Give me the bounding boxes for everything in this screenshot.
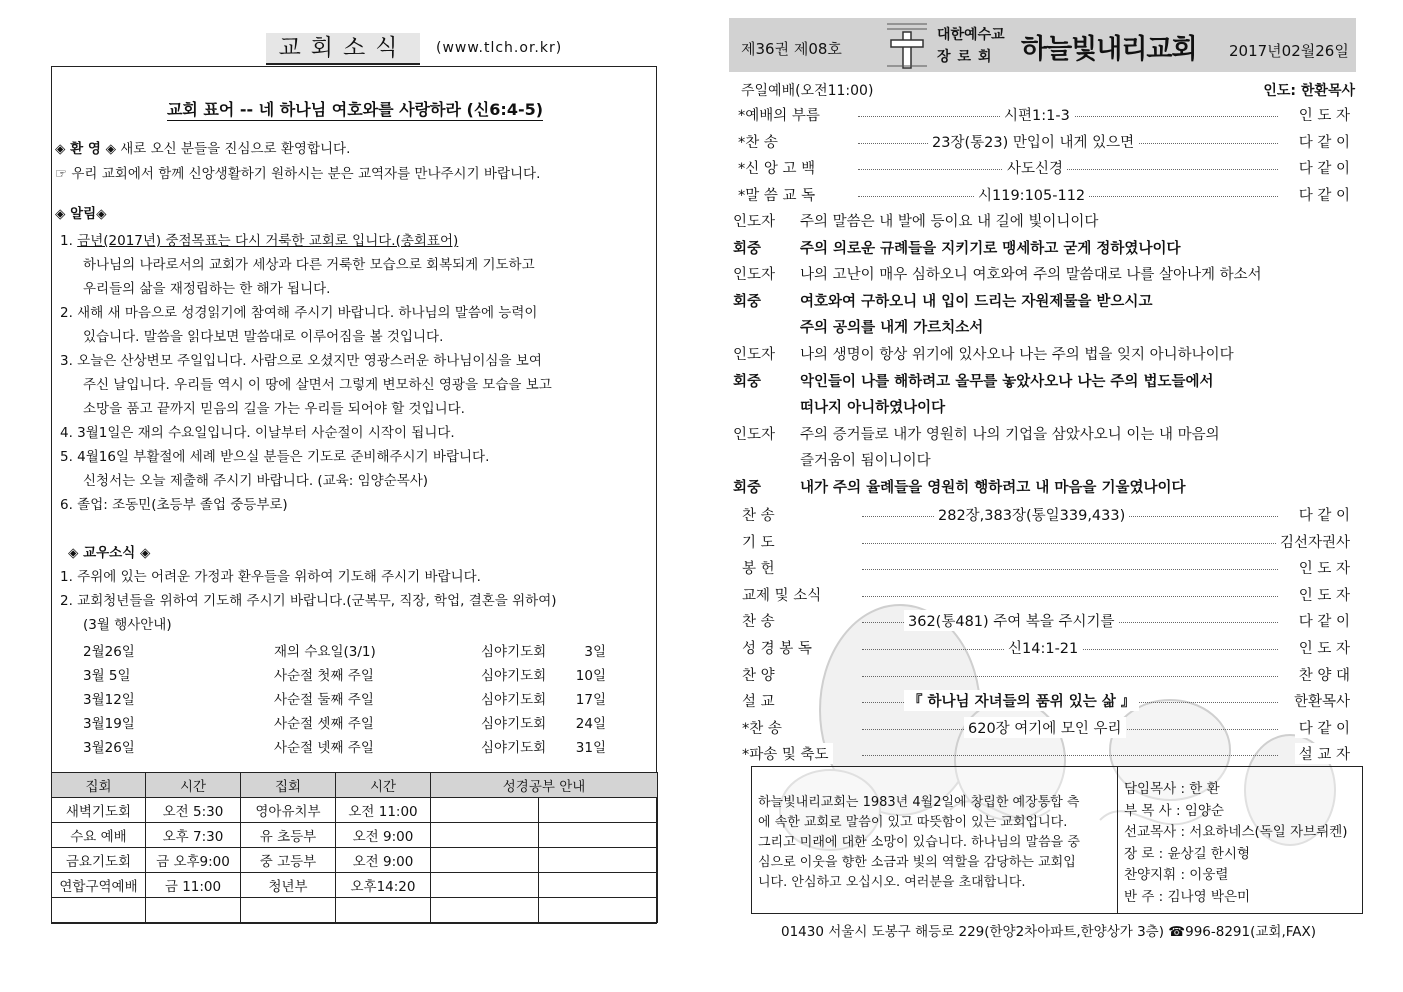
schedule-day: 3일	[584, 644, 606, 660]
table-row	[52, 798, 658, 823]
order-label: *신 앙 고 백	[738, 157, 819, 178]
church-name: 하늘빛내리교회	[1021, 34, 1197, 65]
notice-text: 오늘은 산상변모 주일입니다. 사람으로 오셨지만 영광스러운 하나님이심을 보여	[77, 353, 542, 369]
order-person: 인 도 자	[1295, 104, 1350, 125]
bible-study-cell	[539, 848, 658, 873]
dotted-leader	[862, 543, 1278, 544]
schedule-row	[52, 640, 658, 662]
order-label: 찬 송	[742, 504, 779, 525]
bible-study-cell	[431, 798, 539, 823]
intro-line: 니다. 안심하고 오십시오. 여러분을 초대합니다.	[758, 875, 1026, 890]
dotted-leader	[858, 169, 1278, 170]
notice-item	[83, 328, 443, 346]
table-cell: 오후14:20	[336, 873, 431, 898]
notice-item	[60, 424, 455, 442]
order-content: 시편1:1-3	[1000, 104, 1074, 125]
schedule-event: 사순절 셋째 주일	[274, 716, 374, 732]
staff-entry: 선교목사 : 서요하네스(독일 자브뤼켄)	[1124, 824, 1348, 840]
denomination-line-1: 대한예수교	[937, 27, 1005, 43]
leader-label: 인도자	[733, 267, 776, 284]
notice-text: 졸업: 조동민(초등부 졸업 중등부로)	[77, 497, 288, 513]
order-person: 인 도 자	[1295, 584, 1350, 605]
order-content: 282장,383장(통일339,433)	[934, 504, 1129, 525]
table-cell: 오전 9:00	[336, 823, 431, 848]
notice-number: 4.	[60, 425, 78, 441]
worship-order-item	[742, 664, 1350, 684]
welcome-text: 새로 오신 분들을 진심으로 환영합니다.	[115, 141, 351, 157]
table-header-cell: 성경공부 안내	[431, 773, 658, 798]
table-cell: 오전 5:30	[146, 798, 241, 823]
order-person: 다 같 이	[1295, 184, 1350, 205]
notice-number: 5.	[60, 449, 78, 465]
worship-order-item	[738, 131, 1350, 151]
notice-text: 소망을 품고 끝까지 믿음의 길을 가는 우리들 되어야 할 것입니다.	[83, 401, 465, 417]
schedule-day: 24일	[575, 716, 606, 732]
schedule-event: 재의 수요일(3/1)	[274, 644, 376, 660]
notice-text: 4월16일 부활절에 세례 받으실 분들은 기도로 준비해주시기 바랍니다.	[77, 449, 490, 465]
notice-item	[60, 496, 288, 514]
staff-entry: 찬양지휘 : 이웅렬	[1124, 867, 1229, 883]
schedule-duty: 심야기도회	[481, 692, 547, 708]
worship-order-item	[742, 637, 1350, 657]
order-content: 23장(통23) 만입이 내게 있으면	[928, 131, 1138, 152]
order-content: 시119:105-112	[974, 184, 1089, 205]
notice-item	[83, 400, 465, 418]
intro-line: 에 속한 교회로 말씀이 있고 따뜻함이 있는 교회입니다.	[758, 815, 1068, 830]
order-label: *예배의 부름	[738, 104, 824, 125]
notice-text: 새해 새 마음으로 성경읽기에 참여해 주시기 바랍니다. 하나님의 말씀에 능력이	[77, 305, 538, 321]
order-label: 봉 헌	[742, 557, 779, 578]
responsive-text: 주의 의로운 규례들을 지키기로 맹세하고 굳게 정하였나이다	[800, 240, 1181, 257]
bible-study-cell	[431, 898, 539, 923]
notice-text: 있습니다. 말씀을 읽다보면 말씀대로 이루어짐을 볼 것입니다.	[83, 329, 444, 345]
table-cell	[336, 898, 431, 923]
notice-item	[83, 280, 330, 298]
bible-study-cell	[431, 823, 539, 848]
order-person: 찬 양 대	[1295, 664, 1350, 685]
worship-order-item	[742, 610, 1350, 630]
notice-item	[83, 256, 535, 274]
schedule-row	[52, 688, 658, 710]
church-motto: 교회 표어 -- 네 하나님 여호와를 사랑하라 (신6:4-5)	[166, 100, 544, 119]
order-label: 기 도	[742, 531, 779, 552]
church-url[interactable]: (www.tlch.or.kr)	[436, 40, 563, 56]
table-cell: 연합구역예배	[52, 873, 146, 898]
intro-line: 심으로 이웃을 향한 소금과 빛의 역할을 감당하는 교회입	[758, 855, 1076, 870]
order-label: 설 교	[742, 690, 779, 711]
notice-item	[60, 448, 489, 466]
leader-label: 인도자	[733, 426, 776, 443]
table-cell: 오전 9:00	[336, 848, 431, 873]
order-content: 사도신경	[1003, 157, 1067, 178]
responsive-text: 여호와여 구하오니 내 입이 드리는 자원제물을 받으시고	[800, 293, 1153, 310]
dotted-leader	[862, 676, 1278, 677]
table-row	[52, 823, 658, 848]
schedule-duty: 심야기도회	[481, 668, 547, 684]
notice-item	[60, 304, 537, 322]
notice-item	[60, 232, 458, 250]
table-cell: 금 오후9:00	[146, 848, 241, 873]
order-label: *찬 송	[738, 131, 782, 152]
responsive-text: 주의 증거들로 내가 영원히 나의 기업을 삼았사오니 이는 내 마음의	[800, 426, 1220, 443]
table-header-cell: 집회	[52, 773, 146, 798]
bible-study-cell	[539, 873, 658, 898]
worship-order-item	[742, 504, 1350, 524]
notice-text: 주신 날입니다. 우리들 역시 이 땅에 살면서 그렇게 변모하신 영광을 모습을 보고	[83, 377, 552, 393]
church-introduction	[758, 793, 1110, 893]
service-times-table	[51, 772, 658, 923]
table-header-cell: 시간	[336, 773, 431, 798]
worship-order-item	[742, 531, 1350, 551]
order-person: 인 도 자	[1295, 637, 1350, 658]
intro-line: 하늘빛내리교회는 1983년 4월2일에 창립한 예장통합 측	[758, 795, 1080, 810]
schedule-date: 3월 5일	[83, 668, 131, 684]
schedule-row	[52, 664, 658, 686]
notice-item	[60, 352, 542, 370]
table-cell: 청년부	[241, 873, 336, 898]
schedule-row	[52, 712, 658, 734]
schedule-event: 사순절 넷째 주일	[274, 740, 374, 756]
pastoral-heading: ◈ 교우소식 ◈	[68, 545, 151, 561]
order-content: 362(통481) 주여 복을 주시기를	[904, 610, 1119, 631]
table-cell	[52, 898, 146, 923]
order-label: 찬 송	[742, 610, 779, 631]
table-cell: 오후 7:30	[146, 823, 241, 848]
schedule-day: 31일	[575, 740, 606, 756]
dotted-leader	[862, 596, 1278, 597]
table-cell: 새벽기도회	[52, 798, 146, 823]
leader-label: 인도자	[733, 347, 776, 363]
table-cell: 영아유치부	[241, 798, 336, 823]
congregation-label: 회중	[733, 293, 762, 310]
table-header-cell: 집회	[241, 773, 336, 798]
staff-entry: 장 로 : 윤상길 한시형	[1124, 845, 1251, 862]
order-person: 다 같 이	[1295, 157, 1350, 178]
schedule-duty: 심야기도회	[481, 716, 547, 732]
volume-number: 제36권 제08호	[741, 40, 842, 58]
order-person: 인 도 자	[1295, 557, 1350, 578]
order-label: 찬 양	[742, 664, 779, 685]
order-content: 620장 여기에 모인 우리	[964, 717, 1126, 738]
worship-order-item	[742, 584, 1350, 604]
intro-line: 그리고 미래에 대한 소망이 있습니다. 하나님의 말씀을 중	[758, 835, 1080, 850]
congregation-label: 회중	[733, 240, 762, 257]
notice-text: 하나님의 나라로서의 교회가 세상과 다른 거룩한 모습으로 회복되게 기도하고	[83, 257, 535, 273]
staff-entry: 담임목사 : 한 환	[1124, 781, 1220, 797]
responsive-text: 떠나지 아니하였나이다	[800, 400, 946, 417]
congregation-label: 회중	[733, 480, 762, 496]
schedule-day: 10일	[575, 668, 606, 684]
table-cell: 오전 11:00	[336, 798, 431, 823]
notice-item	[83, 376, 552, 394]
order-person: 다 같 이	[1295, 717, 1350, 738]
congregation-label: 회중	[733, 373, 762, 390]
table-header-cell: 시간	[146, 773, 241, 798]
worship-order-item	[742, 743, 1350, 763]
news-box	[51, 66, 657, 924]
notice-number: 1.	[60, 233, 78, 249]
welcome-line	[55, 140, 350, 158]
order-label: 성 경 봉 독	[742, 637, 816, 658]
responsive-text: 내가 주의 율례들을 영원히 행하려고 내 마음을 기울였나이다	[800, 480, 1186, 496]
church-address: 01430 서울시 도봉구 해등로 229(한양2차아파트,한양상가 3층) ☎996-8291(교회,FAX)	[781, 924, 1317, 940]
schedule-date: 2월26일	[83, 644, 135, 660]
responsive-text: 주의 공의를 내게 가르치소서	[800, 320, 984, 337]
pastoral-item: 2. 교회청년들을 위하여 기도해 주시기 바랍니다.(군복무, 직장, 학업, 결혼을 위하여)	[60, 593, 557, 609]
order-person: 설 교 자	[1295, 743, 1350, 764]
notice-underlined: 금년(2017년) 중점목표는 다시 거룩한 교회로 입니다.(총회표어)	[77, 233, 459, 249]
order-person: 다 같 이	[1295, 504, 1350, 525]
dotted-leader	[862, 755, 1278, 756]
order-content: 『 하나님 자녀들의 품위 있는 삶 』	[904, 690, 1139, 711]
order-label: *말 씀 교 독	[738, 184, 819, 205]
table-cell: 수요 예배	[52, 823, 146, 848]
notice-number: 3.	[60, 353, 78, 369]
church-cross-logo-icon	[885, 20, 929, 70]
notice-text: 신청서는 오늘 제출해 주시기 바랍니다. (교육: 임양순목사)	[83, 473, 429, 489]
responsive-text: 나의 고난이 매우 심하오니 여호와여 주의 말씀대로 나를 살아나게 하소서	[800, 267, 1262, 284]
table-header-row	[52, 773, 658, 798]
worship-order-item	[742, 717, 1350, 737]
notice-text: 우리들의 삶을 재정립하는 한 해가 됩니다.	[83, 281, 331, 297]
bible-study-cell	[431, 873, 539, 898]
worship-order-item	[742, 690, 1350, 710]
table-cell: 중 고등부	[241, 848, 336, 873]
staff-entry: 반 주 : 김나영 박은미	[1124, 888, 1251, 905]
order-label: 교제 및 소식	[742, 584, 825, 605]
staff-entry: 부 목 사 : 임양순	[1124, 802, 1224, 819]
notice-heading: ◈ 알림◈	[55, 206, 107, 222]
info-divider	[1117, 767, 1118, 913]
table-row	[52, 898, 658, 923]
bulletin-header	[729, 18, 1356, 72]
order-person: 김선자권사	[1276, 531, 1350, 552]
welcome-note: ☞ 우리 교회에서 함께 신앙생활하기 원하시는 분은 교역자를 만나주시기 바랍니다.	[55, 166, 541, 182]
worship-title: 주일예배(오전11:00)	[741, 83, 874, 99]
schedule-row	[52, 736, 658, 758]
table-cell	[241, 898, 336, 923]
order-label: *찬 송	[742, 717, 786, 738]
table-cell: 금 11:00	[146, 873, 241, 898]
schedule-duty: 심야기도회	[481, 644, 547, 660]
notice-text: 3월1일은 재의 수요일입니다. 이날부터 사순절이 시작이 됩니다.	[77, 425, 455, 441]
order-label: *파송 및 축도	[742, 743, 833, 764]
responsive-text: 주의 말씀은 내 발에 등이요 내 길에 빛이니이다	[800, 214, 1099, 230]
bible-study-cell	[539, 823, 658, 848]
dotted-leader	[862, 569, 1278, 570]
bible-study-cell	[539, 898, 658, 923]
schedule-event: 사순절 둘째 주일	[274, 692, 374, 708]
notice-item	[83, 472, 428, 490]
denomination-line-2: 장로회	[937, 49, 999, 65]
order-content: 신14:1-21	[1004, 637, 1082, 658]
schedule-date: 3월12일	[83, 692, 135, 708]
responsive-text: 나의 생명이 항상 위기에 있사오나 나는 주의 법을 잊지 아니하나이다	[800, 347, 1234, 363]
table-cell	[146, 898, 241, 923]
notice-number: 6.	[60, 497, 78, 513]
order-person: 한환목사	[1290, 690, 1350, 711]
bible-study-cell	[431, 848, 539, 873]
table-row	[52, 873, 658, 898]
responsive-text: 즐거움이 됨이니이다	[800, 453, 931, 470]
schedule-day: 17일	[575, 692, 606, 708]
responsive-text: 악인들이 나를 해하려고 올무를 놓았사오나 나는 주의 법도들에서	[800, 373, 1214, 390]
welcome-heading: ◈ 환 영 ◈	[55, 141, 116, 157]
worship-order-item	[742, 557, 1350, 577]
bulletin-date: 2017년02월26일	[1229, 42, 1349, 60]
order-person: 다 같 이	[1295, 131, 1350, 152]
worship-order-item	[738, 184, 1350, 204]
table-cell: 유 초등부	[241, 823, 336, 848]
schedule-duty: 심야기도회	[481, 740, 547, 756]
order-person: 다 같 이	[1295, 610, 1350, 631]
notice-number: 2.	[60, 305, 78, 321]
pastoral-item: (3월 행사안내)	[83, 617, 172, 633]
worship-leader: 인도: 한환목사	[1263, 83, 1355, 99]
schedule-event: 사순절 첫째 주일	[274, 668, 374, 684]
table-cell: 금요기도회	[52, 848, 146, 873]
bible-study-cell	[539, 798, 658, 823]
pastoral-item: 1. 주위에 있는 어려운 가정과 환우들을 위하여 기도해 주시기 바랍니다.	[60, 569, 481, 585]
schedule-date: 3월19일	[83, 716, 135, 732]
church-info-box	[751, 766, 1363, 914]
section-title: 교회소식	[266, 33, 420, 65]
worship-order-item	[738, 104, 1350, 124]
table-row	[52, 848, 658, 873]
schedule-date: 3월26일	[83, 740, 135, 756]
leader-label: 인도자	[733, 214, 776, 230]
worship-order-item	[738, 157, 1350, 177]
